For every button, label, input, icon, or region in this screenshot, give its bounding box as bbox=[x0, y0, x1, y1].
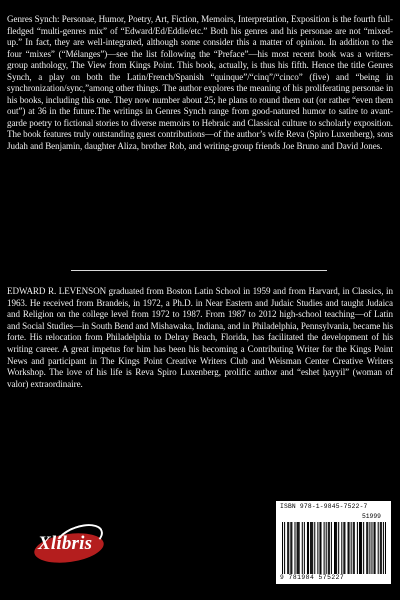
publisher-logo bbox=[24, 522, 116, 580]
barcode-digits: 9 781984 575227 bbox=[280, 574, 345, 581]
logo-wordmark: Xlibris bbox=[38, 533, 93, 554]
barcode-bars bbox=[282, 522, 386, 574]
isbn-label: ISBN 978-1-9845-7522-7 bbox=[280, 503, 368, 510]
price-code: 51999 bbox=[362, 513, 381, 520]
isbn-barcode bbox=[276, 501, 391, 584]
author-bio: EDWARD R. LEVENSON graduated from Boston Latin School in 1959 and from Harvard, in Classics, in 1963. He received from Brandeis, in 1972, a Ph.D. in Near Eastern and Judaic Studies and taught Judaica and Religion on the college level from 1972 to 1987. From 1987 to 2012 high-school teaching—of Latin and Social Studies—in South Bend and Mishawaka, Indiana, and in Philadelphia, Pennsylvania, became his forte. His relocation from Philadelphia to Delray Beach, Florida, has facilitated the development of his writing career. A great impetus for him has been his becoming a Contributing Writer for the Kings Point News and participant in The Kings Point Creative Writers Club and Weisman Center Creative Writers Workshop. The love of his life is Reva Spiro Luxenberg, prolific author and “eshet ḥayyil” (woman of valor) extraordinaire. bbox=[7, 286, 393, 389]
book-description: Genres Synch: Personae, Humor, Poetry, Art, Fiction, Memoirs, Interpretation, Exposition is the fourth full-fledged “multi-genres mix” of “Edward/Ed/Eddie/etc.” Both his genres and his personae are not “mixed-up.” In fact, they are well-integrated, although some consider this a matter of opinion. In addition to the four “mixes” (“Mélanges”)—see the list following the “Preface”—his most recent book was a writers-group anthology, The View from Kings Point. This book, actually, is thus his fifth. Hence the title Genres Synch, a play on both the Latin/French/Spanish “quinque”/“cinq”/“cinco” (five) and “being in synchronization/sync,”among other things. The author explores the meaning of his proliferating personae in his books, including this one. They now number about 25; he plans to round them out (or rather “even them out”) at 36 in the future.The writings in Genres Synch range from good-natured humor to satire to avant-garde poetry to fictional stories to diverse memoirs to Hebraic and Classical culture to scholarly exposition. The book features truly outstanding guest contributions—of the author’s wife Reva (Spiro Luxenberg), sons Judah and Benjamin, daughter Aliza, brother Rob, and writing-group friends Joe Bruno and David Jones. bbox=[7, 14, 393, 152]
section-divider bbox=[71, 270, 327, 271]
